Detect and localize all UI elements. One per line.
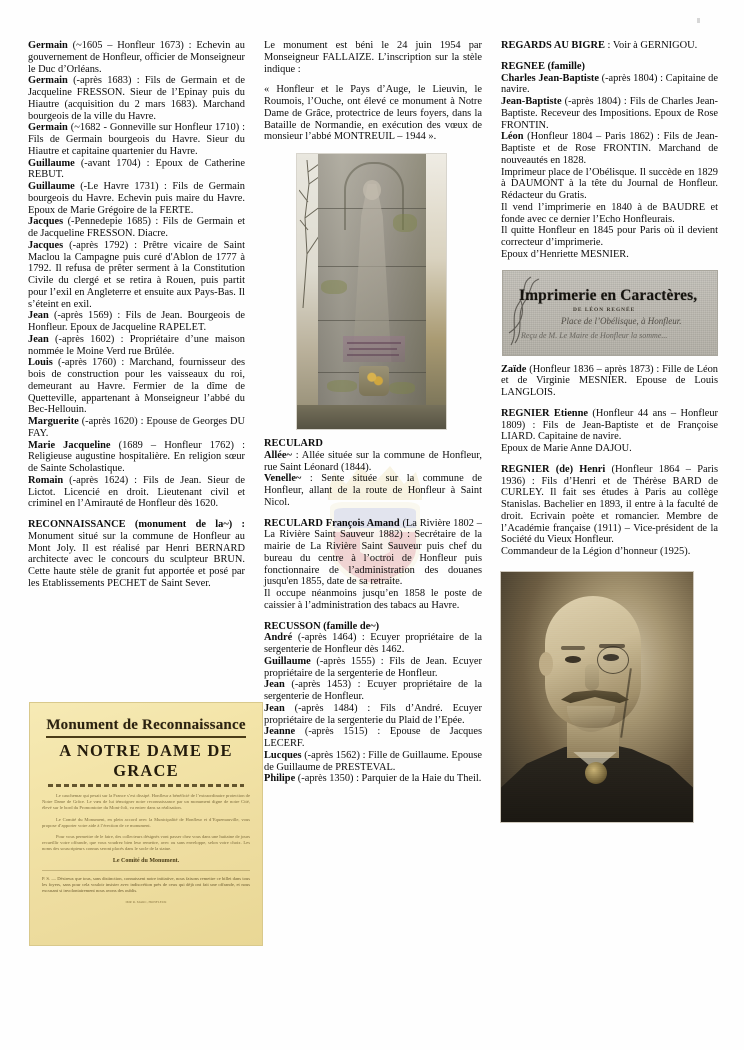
entry-text: (-après 1562) : Fille de Guillaume. Epouse de Guillaume de PRESTEVAL. [264,749,482,773]
entry-name: Jean-Baptiste [501,96,562,107]
entry-regnee-jean-baptiste [501,96,718,131]
inscription-line [347,354,399,356]
entry-regnier-henri-2: Commandeur de la Légion d’honneur (1925). [501,546,691,557]
entry-text: Monument situé sur la commune de Honfleur au Mont Joly. Il est réalisé par Henri BERNARD architecte avec le concours du sculpteur BRUN. Cette haute stèle de granit fut apportée et posé par les Etablissements PECHET de Saint Sever. [28,530,245,589]
entry-heading: RECONNAISSANCE (monument de la~) : [28,519,245,530]
poster-printer-credit: IMP. R. MARC, HONFLEUR [125,900,167,905]
entry-name: Jean [28,310,49,322]
poster-paragraph-1: Le cauchemar qui pesait sur la France s’est dissipé. Honfleur a bénéficié de l’extraordinaire protection de Notre Dame de Grâce. Le vœu de lui témoigner notre reconnaissance par un monument digne de notre Cité, élevé sur le bord du Promontoire du Mont-Joli, va entrer dans sa réalisation. [42,793,250,811]
entry-name: Jacques [28,239,64,251]
entry-germain-1683 [28,75,245,122]
entry-name: Jeanne [264,726,296,738]
entry-heading: REGARDS AU BIGRE [501,40,605,51]
entry-recusson-guillaume [264,656,482,680]
poster-decorative-divider [48,784,244,787]
poster-divider [46,736,246,738]
entry-name: Lucques [264,749,302,761]
entry-name: Louis [28,357,53,369]
entry-marie-jacqueline [28,440,245,475]
poster-postscript: P. S. — Désireux que tous, sans distinction, connaissent notre initiative, nous faisons remettre ce billet dans tous les foyers, sans pour cela vouloir insister avec indiscrétion près de ceux qui déjà ont fait une offrande, et nous excusant si involontairement nous avons des oublis. [42,870,250,895]
poster-body [42,793,250,853]
entry-regnier-henri [501,464,718,546]
poster-title-line2: A NOTRE DAME DE GRACE [59,741,233,780]
carved-figure-head [363,180,381,200]
entry-name: Allée~ [264,449,292,461]
portrait-photo [501,572,693,822]
entry-text: (-après 1569) : Fils de Jean. Bourgeois de Honfleur. Epoux de Jacqueline RAPELET. [28,310,245,333]
entry-reconnaissance [28,519,245,590]
scan-artifact [697,18,700,23]
reculard-heading: RECULARD [264,438,323,449]
entry-marguerite-1620 [28,416,245,440]
entry-name: André [264,632,293,644]
entry-louis-1760 [28,357,245,416]
entry-text: (-après 1792) : Prêtre vicaire de Saint Maclou la Campagne puis curé d'Ablon de 1777 à 1792. Il refusa de prêter serment à la Constitution Civile du clergé et se retira à Rouen, puis partit pour l’exil en Angleterre et ensuite aux Pays-Bas. Il s’éteint en exil. [28,239,245,310]
entry-regnee-leon [501,131,718,166]
photo-ground [297,405,446,429]
entry-text: (~1682 - Gonneville sur Honfleur 1710) : Fils de Germain bourgeois du Havre. Sieur du Hiautre et capitaine quartenier du Havre. [28,122,245,157]
entry-name: Germain [28,75,68,87]
entry-text: (La Rivière 1802 – La Rivière Saint Sauveur 1882) : Secrétaire de la mairie de La Rivière Saint Sauveur puis chef du bureau du centre à l’octroi de Honfleur puis fonctionnaire de l’administration des douanes jusqu'en 1855, date de sa retraite. [264,517,482,588]
entry-jean-1602 [28,334,245,358]
monument-blessing-text: Le monument est béni le 24 juin 1954 par Monseigneur FALLAIZE. L’inscription sur la stèle indique : [264,40,482,75]
entry-regnee-charles [501,73,718,97]
entry-jean-1569 [28,310,245,334]
entry-name: Guillaume [28,157,75,169]
entry-text: (-après 1453) : Ecuyer propriétaire de la sergenterie de Honfleur. [264,679,482,702]
ad-subtitle-primary: DE LÉON REGNÉE [573,306,636,313]
moss-patch [327,380,357,392]
entry-regnier-etienne [501,408,718,443]
poster-title-line1: Monument de Reconnaissance [46,717,246,733]
entry-regards-au-bigre [501,40,718,52]
poster-paragraph-3: Pour vous permettre de le faire, des collecteurs désignés vont passer chez vous dans une huitaine de jours recueillir votre offrande, que vous voudrez bien leur remettre, avec ou sans enveloppe, selon votre choix. Les noms des souscripteurs connus seront placés dans le socle de la statue. [42,834,250,852]
entry-name: Zaïde [501,363,527,375]
entry-heading: REGNIER (de) Henri [501,463,606,475]
entry-text: (~1605 – Honfleur 1673) : Echevin au gouvernement de Honfleur, officier de Monseigneur le Duc d’Orléans. [28,40,245,75]
entry-text: (1689 – Honfleur 1762) : Religieuse augustine hospitalière. En religion sœur de Sainte Scholastique. [28,439,245,474]
entry-germain-1605 [28,40,245,75]
entry-text: (Honfleur 44 ans – Honfleur 1809) : Fils de Jean-Baptiste et de Françoise LIARD. Capitaine de navire. [501,407,718,443]
entry-name: Guillaume [28,181,75,192]
entry-reculard-allee [264,450,482,474]
recusson-heading: RECUSSON (famille de~) [264,620,380,632]
entry-name: Marguerite [28,416,79,427]
entry-romain-1624 [28,475,245,510]
entry-text: (-après 1515) : Epouse de Jacques LECERF. [264,726,482,749]
leon-detail-4: Epoux d’Henriette MESNIER. [501,248,629,260]
entry-recusson-andre [264,632,482,656]
leon-detail-1: Imprimeur place de l’Obélisque. Il succède en 1829 à DAUMONT à la tête du Journal de Honfleur. Rédacteur du Gratis. [501,166,718,201]
leon-detail-3: Il quitte Honfleur en 1845 pour Paris où il devient correcteur d’imprimerie. [501,225,718,248]
entry-heading: RECULARD François Amand [264,517,400,529]
entry-jacques-1792 [28,240,245,311]
entry-text: (-après 1350) : Parquier de la Haie du Theil. [297,773,482,785]
ad-subtitle-secondary: Place de l’Obélisque, à Honfleur. [561,315,682,326]
entry-text: (-Pennedepie 1685) : Fils de Germain et de Jacqueline FRESSON. Diacre. [28,216,245,239]
entry-text: : Sente située sur la commune de Honfleur, allant de la route de Honfleur à Saint Nicol. [264,473,482,508]
entry-regnier-etienne-2: Epoux de Marie Anne DAJOU. [501,443,632,454]
ad-handwriting: Reçu de M. Le Maire de Honfleur la somme... [521,330,668,340]
entry-name: Jean [28,333,49,345]
entry-name: Venelle~ [264,473,302,485]
entry-jacques-1685 [28,216,245,240]
regnee-heading: REGNEE (famille) [501,60,585,72]
ad-title: Imprimerie en Caractères, [519,286,698,304]
entry-recusson-jean-1484 [264,703,482,727]
entry-text: (-après 1620) : Epouse de Georges DU FAY. [28,416,245,439]
inscription-line [349,348,397,350]
entry-name: Jean [264,679,285,691]
entry-reculard-francois-2: Il occupe néanmoins jusqu’en 1858 le poste de caissier à l’administration des tabacs au Havre. [264,588,482,611]
entry-reculard-venelle [264,473,482,508]
leon-detail-2: Il vend l’imprimerie en 1840 à de BAUDRE et fonde avec ce dernier l’Echo Honfleurais. [501,201,718,225]
entry-text: (-après 1624) : Fils de Jean. Sieur de Lictot. Licencié en droit. Lieutenant civil et criminel en l’Amirauté de Honfleur dès 1620. [28,474,245,510]
column-2 [264,40,482,822]
monument-photo [297,154,446,429]
entry-text: (-après 1602) : Propriétaire d’une maison nommée le Moine Verd rue Brûlée. [28,333,245,357]
entry-text: (-après 1555) : Fils de Jean. Ecuyer propriétaire de la sergenterie de Honfleur. [264,655,482,679]
entry-name: Léon [501,131,524,143]
entry-text: (Honfleur 1836 – après 1873) : Fille de Léon et de Virginie MESNIER. Epouse de Louis LANGLOIS. [501,363,718,398]
monument-subscription-poster [30,703,262,945]
entry-recusson-lucques [264,750,482,774]
poster-signature: Le Comité du Monument. [112,857,180,864]
entry-text: (-avant 1704) : Epoux de Catherine REBUT. [28,157,245,181]
entry-text: (-après 1464) : Ecuyer propriétaire de la sergenterie de Honfleur dès 1462. [264,632,482,655]
entry-name: Jacques [28,216,64,228]
flowers [363,370,385,388]
entry-name: Romain [28,474,64,486]
entry-heading: REGNIER Etienne [501,407,588,419]
entry-name: Charles Jean-Baptiste [501,72,599,84]
entry-name: Marie Jacqueline [28,439,111,451]
entry-recusson-jean-1453 [264,679,482,703]
entry-text: (-après 1484) : Fils d’André. Ecuyer propriétaire de la sergenterie du Plaid de l’Epée. [264,702,482,726]
inscription-line [347,342,401,344]
entry-recusson-philipe [264,773,482,785]
entry-name: Philipe [264,773,296,785]
entry-text: (Honfleur 1804 – Paris 1862) : Fils de Jean-Baptiste et de Rose FRONTIN. Marchand de nouveautés en 1828. [501,131,718,166]
entry-reculard-francois [264,518,482,589]
entry-text: (-après 1683) : Fils de Germain et de Jacqueline FRESSON. Sieur de l’Epinay puis du Hiautre (acquisition du 2 mars 1683). Marchand bourgeois de la ville du Havre. [28,75,245,122]
entry-name: Guillaume [264,655,311,667]
moss-patch [321,280,347,294]
moss-patch [393,214,417,232]
entry-name: Germain [28,40,68,51]
entry-text: (-Le Havre 1731) : Fils de Germain bourgeois du Havre. Echevin puis maire du Havre. Epoux de Marie Grégoire de la FERTE. [28,181,245,216]
entry-text: (-après 1804) : Capitaine de navire. [501,72,718,96]
printer-letterhead-image [503,271,717,355]
photo-grain-overlay [501,572,693,822]
entry-germain-1682 [28,122,245,157]
moss-patch [389,382,415,394]
entry-name: Jean [264,702,285,714]
poster-paragraph-2: Le Comité du Monument, en plein accord avec la Municipalité de Honfleur et d’Equemauville, vous propose d’apporter votre aide à l’érection de ce monument. [42,816,250,828]
entry-guillaume-1731 [28,181,245,216]
column-3 [501,40,718,822]
entry-recusson-jeanne [264,726,482,750]
entry-name: Germain [28,122,68,134]
entry-guillaume-1704 [28,158,245,182]
entry-text: : Voir à GERNIGOU. [604,40,698,51]
entry-text: : Allée située sur la commune de Honfleur, rue Saint Léonard (1844). [264,449,482,473]
entry-text: (-après 1804) : Fils de Charles Jean-Baptiste. Receveur des Impositions. Epoux de Rose FRONTIN. [501,96,719,131]
entry-zaide [501,364,718,399]
monument-inscription-text: « Honfleur et le Pays d’Auge, le Lieuvin, le Roumois, l’Ouche, ont élevé ce monument à Notre Dame de Grâce, protectrice de leurs foyers, dans la Bataille de Normandie, en exécution des vœux de monsieur l’abbé MONTREUIL – 1944 ». [264,84,482,143]
entry-text: (Honfleur 1864 – Paris 1936) : Fils d’Henri et de Thérèse BARD de CURLEY. Il fait ses études à Paris au collège Stanislas. Bachelier en 1893, il entre à la faculté de droit. Ecrivain poète et romancier. Membre de l’Académie française (1911) – Vice-président de la Société du Vieux Honfleur. [501,463,718,546]
entry-text: (-après 1760) : Marchand, fournisseur des bois de construction pour les vaisseaux du roi, demeurant au Havre. Fermier de la dîme de Quetteville, appartenant à Monseigneur l’abbé du Bec-Hellouin. [28,357,245,416]
